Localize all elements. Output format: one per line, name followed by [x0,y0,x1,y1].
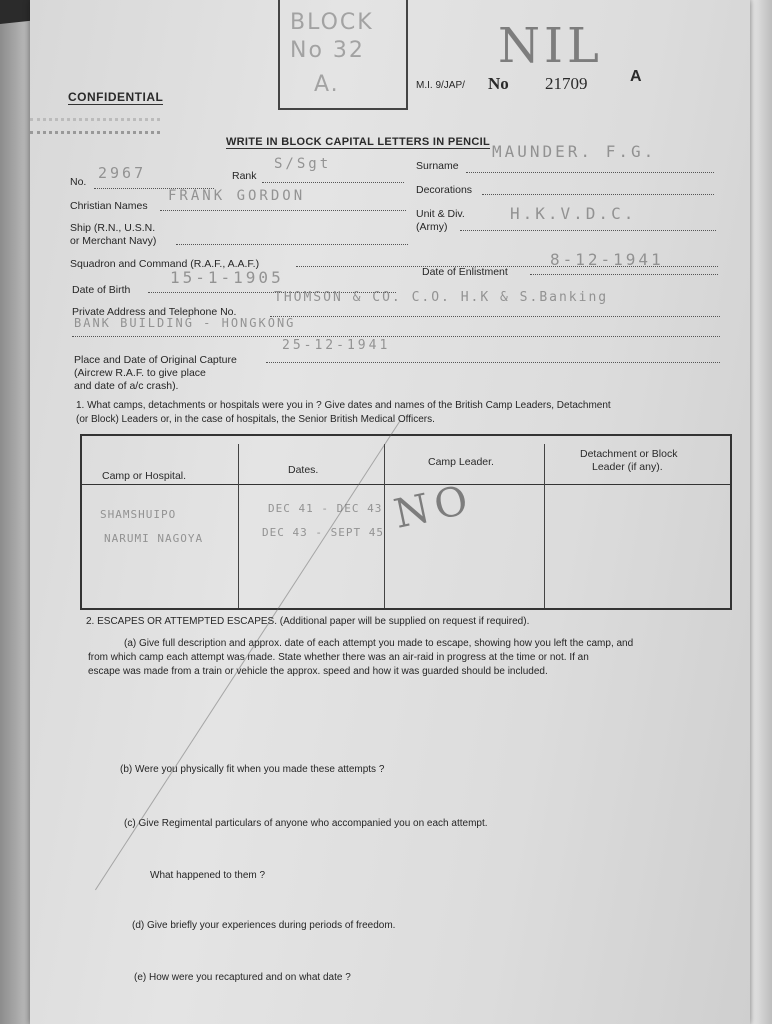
table-row: NARUMI NAGOYA [104,532,204,545]
capture-label-3: and date of a/c crash). [74,380,179,392]
question-2c-followup: What happened to them ? [150,870,266,881]
decorations-label: Decorations [416,184,473,196]
squadron-label: Squadron and Command (R.A.F., A.A.F.) [70,258,260,270]
christian-names-value: FRANK GORDON [168,188,306,204]
christian-names-label: Christian Names [70,200,148,212]
header-camp-leader: Camp Leader. [428,456,494,468]
dob-value: 15-1-1905 [170,268,284,287]
form-number: 21709 [545,74,588,93]
enlistment-value: 8-12-1941 [550,250,664,269]
rank-value: S/Sgt [274,156,332,172]
question-2-heading: 2. ESCAPES OR ATTEMPTED ESCAPES. (Additional paper will be supplied on request if required). [86,616,530,627]
header-detachment-1: Detachment or Block [580,448,678,460]
table-row: SHAMSHUIPO [100,508,177,521]
enlistment-label: Date of Enlistment [422,266,508,278]
header-detachment-2: Leader (if any). [592,461,663,473]
capture-label-2: (Aircrew R.A.F. to give place [74,367,206,379]
form-number-suffix: A [630,68,642,85]
unit-label-2: (Army) [416,221,448,233]
address-value-1: THOMSON & CO. C.O. H.K & S.Banking [274,290,609,305]
unit-value: H.K.V.D.C. [510,204,637,223]
question-2e: (e) How were you recaptured and on what date ? [134,972,351,983]
question-2b: (b) Were you physically fit when you made these attempts ? [120,764,385,775]
table-row-dates: DEC 43 - SEPT 45 [262,526,384,539]
instruction-heading: WRITE IN BLOCK CAPITAL LETTERS IN PENCIL [226,136,490,148]
header-camp-or-hospital: Camp or Hospital. [102,470,187,482]
stamp-line-2: No 32 [290,38,365,63]
header-dates: Dates. [288,464,319,476]
address-label: Private Address and Telephone No. [72,306,237,318]
tie-string [30,118,160,134]
dob-label: Date of Birth [72,284,131,296]
handwritten-nil: NIL [498,18,603,74]
camps-table [80,434,732,610]
capture-value: 25-12-1941 [282,338,391,353]
question-1-line-2: (or Block) Leaders or, in the case of hospitals, the Senior British Medical Officers. [76,414,435,425]
block-stamp-box [278,0,408,110]
rank-label: Rank [232,170,257,182]
question-2d: (d) Give briefly your experiences during periods of freedom. [132,920,396,931]
table-scrawl-no: NO [390,476,478,538]
question-2c: (c) Give Regimental particulars of anyone who accompanied you on each attempt. [124,818,488,829]
question-2a-line-3: escape was made from a train or vehicle the approx. speed and how it was guarded should be included. [88,666,548,677]
number-label: No [488,74,509,93]
unit-label-1: Unit & Div. [416,208,465,220]
ship-label-1: Ship (R.N., U.S.N. [70,222,156,234]
address-value-2: BANK BUILDING - HONGKONG [74,316,296,330]
table-row-dates: DEC 41 - DEC 43 [268,502,383,515]
stamp-line-3: A. [314,72,340,97]
no-value: 2967 [98,164,147,182]
form-reference: M.I. 9/JAP/ [416,80,465,91]
stamp-line-1: BLOCK [290,10,374,35]
no-label: No. [70,176,87,188]
ship-label-2: or Merchant Navy) [70,235,157,247]
confidential-label: CONFIDENTIAL [68,90,164,104]
document-sheet [30,0,750,1024]
question-1-line-1: 1. What camps, detachments or hospitals were you in ? Give dates and names of the British Camp Leaders, Detachment [76,400,611,411]
question-2a-line-1: (a) Give full description and approx. date of each attempt you made to escape, showing how you left the camp, and [124,638,634,649]
capture-label-1: Place and Date of Original Capture [74,354,237,366]
surname-label: Surname [416,160,459,172]
surname-value: MAUNDER. F.G. [492,142,657,161]
question-2a-line-2: from which camp each attempt was made. State whether there was an air-raid in progress at the time or not. If an [88,652,589,663]
